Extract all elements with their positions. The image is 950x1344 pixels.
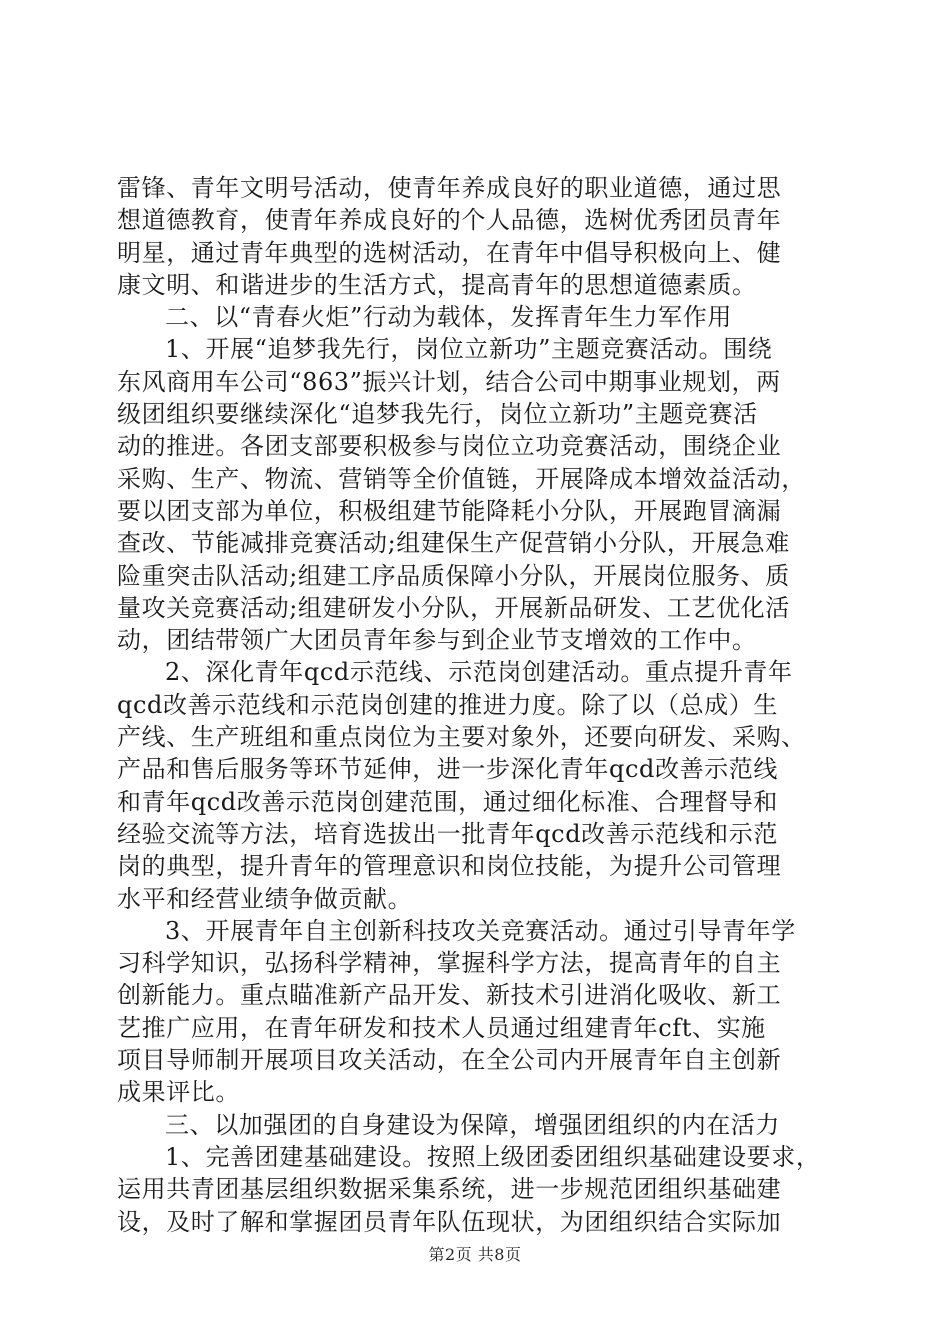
section-heading: 三、以加强团的自身建设为保障，增强团组织的内在活力 <box>165 1110 780 1139</box>
body-text <box>117 172 837 1238</box>
text-line: 想道德教育，使青年养成良好的个人品德，选树优秀团员青年 <box>117 206 782 235</box>
text-line: 产品和售后服务等环节延伸，进一步深化青年qcd改善示范线 <box>117 755 778 784</box>
text-line: 成果评比。 <box>117 1078 240 1107</box>
text-line: 3、开展青年自主创新科技攻关竞赛活动。通过引导青年学 <box>165 916 796 945</box>
text-line: 创新能力。重点瞄准新产品开发、新技术引进消化吸收、新工 <box>117 981 782 1010</box>
text-line: 采购、生产、物流、营销等全价值链，开展降成本增效益活动， <box>117 464 806 493</box>
text-line: 明星，通过青年典型的选树活动，在青年中倡导积极向上、健 <box>117 238 782 267</box>
text-line: 1、开展“追梦我先行，岗位立新功”主题竞赛活动。围绕 <box>165 335 773 364</box>
text-line: 1、完善团建基础建设。按照上级团委团组织基础建设要求， <box>165 1142 821 1171</box>
text-line: 东风商用车公司“863”振兴计划，结合公司中期事业规划，两 <box>117 367 781 396</box>
text-line: 动，团结带领广大团员青年参与到企业节支增效的工作中。 <box>117 626 757 655</box>
text-line: 和青年qcd改善示范岗创建范围，通过细化标准、合理督导和 <box>117 787 778 816</box>
text-line: 雷锋、青年文明号活动，使青年养成良好的职业道德，通过思 <box>117 174 782 202</box>
page-footer: 第2页 共8页 <box>428 1245 522 1264</box>
text-line: 要以团支部为单位，积极组建节能降耗小分队，开展跑冒滴漏 <box>117 496 782 525</box>
text-line: 水平和经营业绩争做贡献。 <box>117 884 413 913</box>
text-line: 运用共青团基层组织数据采集系统，进一步规范团组织基础建 <box>117 1175 782 1204</box>
text-line: 习科学知识，弘扬科学精神，掌握科学方法，提高青年的自主 <box>117 949 782 978</box>
text-line: 经验交流等方法，培育选拔出一批青年qcd改善示范线和示范 <box>117 819 778 848</box>
text-line: qcd改善示范线和示范岗创建的推进力度。除了以（总成）生 <box>117 690 778 719</box>
text-line: 动的推进。各团支部要积极参与岗位立功竞赛活动，围绕企业 <box>117 432 782 461</box>
text-line: 岗的典型，提升青年的管理意识和岗位技能，为提升公司管理 <box>117 852 782 881</box>
text-line: 康文明、和谐进步的生活方式，提高青年的思想道德素质。 <box>117 270 757 299</box>
text-line: 查改、节能减排竞赛活动;组建保生产促营销小分队，开展急难 <box>117 529 790 558</box>
text-line: 设，及时了解和掌握团员青年队伍现状，为团组织结合实际加 <box>117 1207 782 1236</box>
section-heading: 二、以“青春火炬”行动为载体，发挥青年生力军作用 <box>165 303 732 332</box>
text-line: 级团组织要继续深化“追梦我先行，岗位立新功”主题竞赛活 <box>117 400 758 429</box>
text-line: 量攻关竞赛活动;组建研发小分队，开展新品研发、工艺优化活 <box>117 593 790 622</box>
text-line: 项目导师制开展项目攻关活动，在全公司内开展青年自主创新 <box>117 1046 782 1075</box>
text-line: 产线、生产班组和重点岗位为主要对象外，还要向研发、采购、 <box>117 723 806 752</box>
text-line: 2、深化青年qcd示范线、示范岗创建活动。重点提升青年 <box>165 658 793 687</box>
text-line: 险重突击队活动;组建工序品质保障小分队，开展岗位服务、质 <box>117 561 790 590</box>
text-line: 艺推广应用，在青年研发和技术人员通过组建青年cft、实施 <box>117 1013 766 1042</box>
